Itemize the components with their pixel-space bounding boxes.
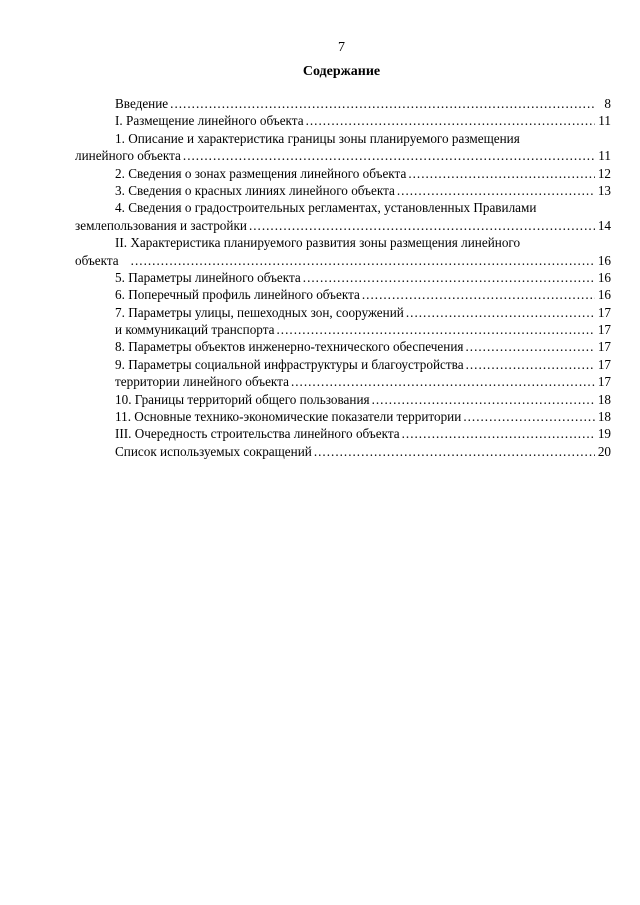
toc-entry-title: III. Очередность строительства линейного объекта bbox=[115, 426, 400, 442]
toc-entry[interactable] bbox=[75, 199, 611, 216]
toc-dot-leader bbox=[291, 373, 595, 390]
page-number: 7 bbox=[338, 40, 345, 55]
toc-entry[interactable] bbox=[75, 269, 611, 286]
toc-entry-title: 8. Параметры объектов инженерно-технического обеспечения bbox=[115, 339, 464, 355]
toc-dot-leader bbox=[170, 95, 595, 112]
toc-entry-continuation[interactable] bbox=[75, 147, 611, 164]
toc-entry-continuation[interactable] bbox=[75, 217, 611, 234]
toc-entry-page: 20 bbox=[597, 443, 611, 459]
toc-entry-continuation[interactable] bbox=[75, 252, 611, 269]
toc-entry-page: 16 bbox=[597, 287, 611, 303]
toc-entry-title: 6. Поперечный профиль линейного объекта bbox=[115, 287, 360, 303]
toc-entry-page: 11 bbox=[598, 113, 611, 129]
toc-dot-leader bbox=[372, 391, 595, 408]
toc-entry-title: территории линейного объекта bbox=[115, 374, 289, 390]
toc-dot-leader bbox=[249, 217, 595, 234]
toc-entry-page: 13 bbox=[597, 182, 611, 198]
page-title: Содержание bbox=[302, 64, 381, 79]
toc-entry-page: 17 bbox=[597, 322, 611, 338]
toc-entry-title: и коммуникаций транспорта bbox=[115, 322, 275, 338]
toc-entry[interactable] bbox=[75, 234, 611, 251]
toc-entry-page: 12 bbox=[597, 165, 611, 181]
table-of-contents bbox=[75, 95, 611, 460]
toc-entry[interactable] bbox=[75, 391, 611, 408]
toc-dot-leader bbox=[183, 147, 595, 164]
toc-entry-title: 3. Сведения о красных линиях линейного объекта bbox=[115, 182, 395, 198]
toc-entry-page: 14 bbox=[597, 217, 611, 233]
toc-entry-title: Введение bbox=[115, 96, 169, 111]
toc-entry-page: 18 bbox=[597, 409, 611, 425]
toc-entry-page: 19 bbox=[597, 426, 611, 442]
toc-dot-leader bbox=[131, 252, 595, 269]
toc-entry[interactable] bbox=[75, 443, 611, 460]
toc-entry[interactable] bbox=[75, 408, 611, 425]
toc-entry[interactable] bbox=[75, 304, 611, 321]
toc-entry-title: 7. Параметры улицы, пешеходных зон, сооружений bbox=[115, 304, 404, 320]
toc-entry-title: 5. Параметры линейного объекта bbox=[115, 269, 301, 285]
toc-entry[interactable] bbox=[75, 130, 611, 147]
toc-dot-leader bbox=[466, 356, 595, 373]
toc-dot-leader bbox=[397, 182, 595, 199]
toc-entry-page: 16 bbox=[597, 252, 611, 268]
toc-entry[interactable] bbox=[75, 165, 611, 182]
toc-entry[interactable] bbox=[75, 356, 611, 373]
toc-entry-page: 17 bbox=[597, 304, 611, 320]
toc-entry-title: II. Характеристика планируемого развития зоны размещения линейного bbox=[115, 235, 521, 251]
toc-dot-leader bbox=[277, 321, 596, 338]
toc-dot-leader bbox=[303, 269, 595, 286]
toc-entry-page: 16 bbox=[597, 269, 611, 285]
toc-entry-page: 17 bbox=[597, 339, 611, 355]
toc-entry[interactable] bbox=[75, 321, 611, 338]
toc-dot-leader bbox=[465, 338, 595, 355]
toc-dot-leader bbox=[408, 165, 595, 182]
toc-entry[interactable] bbox=[75, 95, 611, 112]
toc-entry-title: 1. Описание и характеристика границы зоны планируемого размещения bbox=[115, 130, 520, 146]
toc-entry[interactable] bbox=[75, 286, 611, 303]
toc-entry-title: Список используемых сокращений bbox=[115, 443, 312, 459]
toc-entry-page: 8 bbox=[604, 96, 611, 111]
toc-entry-title: I. Размещение линейного объекта bbox=[115, 113, 304, 129]
toc-entry-page: 17 bbox=[597, 374, 611, 390]
toc-entry-title: 2. Сведения о зонах размещения линейного объекта bbox=[115, 165, 407, 181]
toc-dot-leader bbox=[314, 443, 595, 460]
toc-entry-title-cont: линейного объекта bbox=[75, 148, 181, 164]
toc-dot-leader bbox=[306, 112, 595, 129]
toc-entry-title: 9. Параметры социальной инфраструктуры и благоустройства bbox=[115, 356, 464, 372]
toc-entry[interactable] bbox=[75, 182, 611, 199]
toc-entry-title-cont: объекта bbox=[75, 252, 119, 268]
toc-entry[interactable] bbox=[75, 112, 611, 129]
toc-entry[interactable] bbox=[75, 373, 611, 390]
toc-dot-leader bbox=[463, 408, 595, 425]
toc-dot-leader bbox=[362, 286, 595, 303]
toc-dot-leader bbox=[402, 425, 595, 442]
toc-entry-title-cont: землепользования и застройки bbox=[75, 217, 247, 233]
toc-entry-page: 18 bbox=[597, 391, 611, 407]
toc-entry[interactable] bbox=[75, 338, 611, 355]
toc-dot-leader bbox=[406, 304, 595, 321]
toc-entry[interactable] bbox=[75, 425, 611, 442]
toc-entry-title: 10. Границы территорий общего пользования bbox=[115, 391, 370, 407]
toc-entry-title: 11. Основные технико-экономические показатели территории bbox=[115, 409, 462, 425]
toc-entry-title: 4. Сведения о градостроительных регламентах, установленных Правилами bbox=[115, 200, 537, 216]
toc-entry-page: 11 bbox=[598, 148, 611, 164]
toc-entry-page: 17 bbox=[597, 356, 611, 372]
